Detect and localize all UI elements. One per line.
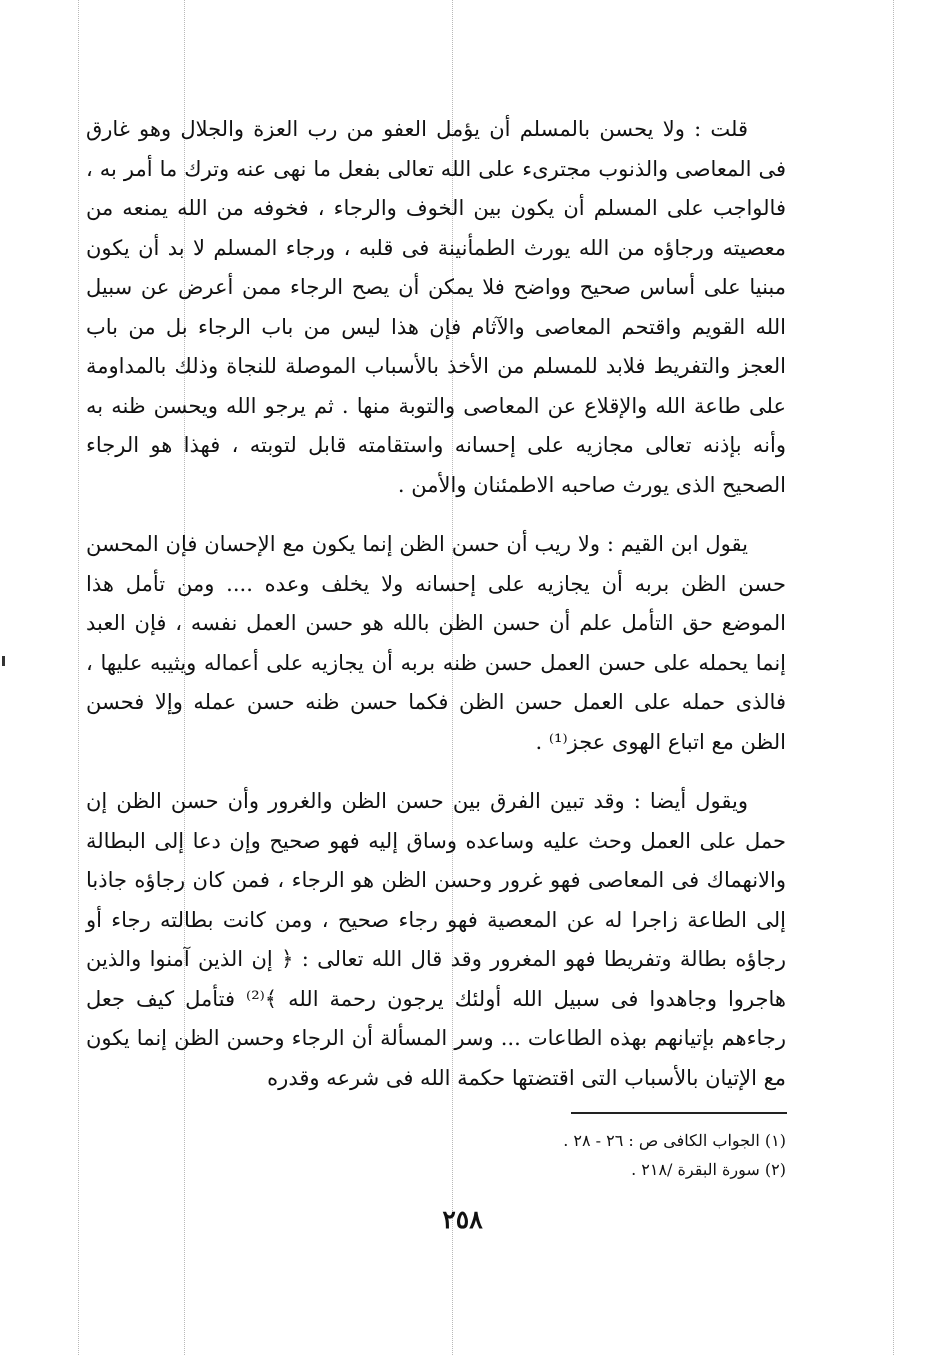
- scan-guide-line: [893, 0, 894, 1355]
- paragraph-text: يقول ابن القيم : ولا ريب أن حسن الظن إنما يكون مع الإحسان فإن المحسن حسن الظن بربه أن يجازيه على إحسانه ولا يخلف وعده .... ومن تأمل هذا الموضع حق التأمل علم أن حسن الظن بالله هو حسن العمل نفسه ، فإن العبد إنما يحمله على حسن العمل حسن ظنه بربه أن يجازيه على أعماله ويثيبه عليها ، فالذى حمله على العمل حسن الظن فكما حسن ظنه حسن عمله وإلا فحسن الظن مع اتباع الهوى عجز⁽¹⁾ .: [86, 532, 786, 754]
- scan-edge-mark: [2, 656, 5, 666]
- footnotes: [86, 1126, 786, 1184]
- paragraph-text: قلت : ولا يحسن بالمسلم أن يؤمل العفو من رب العزة والجلال وهو غارق فى المعاصى والذنوب مجترىء على الله تعالى بفعل ما نهى عنه وترك ما أمر به ، فالواجب على المسلم أن يكون بين الخوف والرجاء ، فخوفه من الله يمنعه من معصيته ورجاؤه من الله يورث الطمأنينة فى قلبه ، ورجاء المسلم لا بد أن يكون مبنيا على أساس صحيح وواضح فلا يمكن أن يصح الرجاء ممن أعرض عن سبيل الله القويم واقتحم المعاصى والآثام فإن هذا ليس من باب الرجاء بل من باب العجز والتفريط فلابد للمسلم من الأخذ بالأسباب الموصلة للنجاة وذلك بالمداومة على طاعة الله والإقلاع عن المعاصى والتوبة منها . ثم يرجو الله ويحسن ظنه به وأنه بإذنه تعالى مجازيه على إحسانه واستقامته قابل لتوبته ، فهذا هو الرجاء الصحيح الذى يورث صاحبه الاطمئنان والأمن .: [86, 117, 786, 497]
- footnote-divider: [571, 1112, 787, 1114]
- footnote-2: (٢) سورة البقرة /٢١٨ .: [631, 1160, 786, 1179]
- body-paragraph-3: [86, 782, 786, 1098]
- scan-guide-line: [78, 0, 79, 1355]
- page-number: ٢٥٨: [442, 1205, 483, 1234]
- footnote-1: (١) الجواب الكافى ص : ٢٦ - ٢٨ .: [563, 1131, 786, 1150]
- paragraph-text: ويقول أيضا : وقد تبين الفرق بين حسن الظن والغرور وأن حسن الظن إن حمل على العمل وحث عليه وساعده وساق إليه فهو صحيح وإن دعا إلى البطالة والانهماك فى المعاصى فهو غرور وحسن الظن هو الرجاء ، فمن كان رجاؤه جاذبا إلى الطاعة زاجرا له عن المعصية فهو رجاء صحيح ، ومن كانت بطالته رجاء أو رجاؤه بطالة وتفريطا فهو المغرور وقد قال الله تعالى : ﴿ إن الذين آمنوا والذين هاجروا وجاهدوا فى سبيل الله أولئك يرجون رحمة الله ﴾⁽²⁾ فتأمل كيف جعل رجاءهم بإتيانهم بهذه الطاعات ... وسر المسألة أن الرجاء وحسن الظن إنما يكون مع الإتيان بالأسباب التى اقتضتها حكمة الله فى شرعه وقدره: [86, 789, 786, 1090]
- body-paragraph-2: [86, 525, 786, 762]
- body-paragraph-1: [86, 110, 786, 505]
